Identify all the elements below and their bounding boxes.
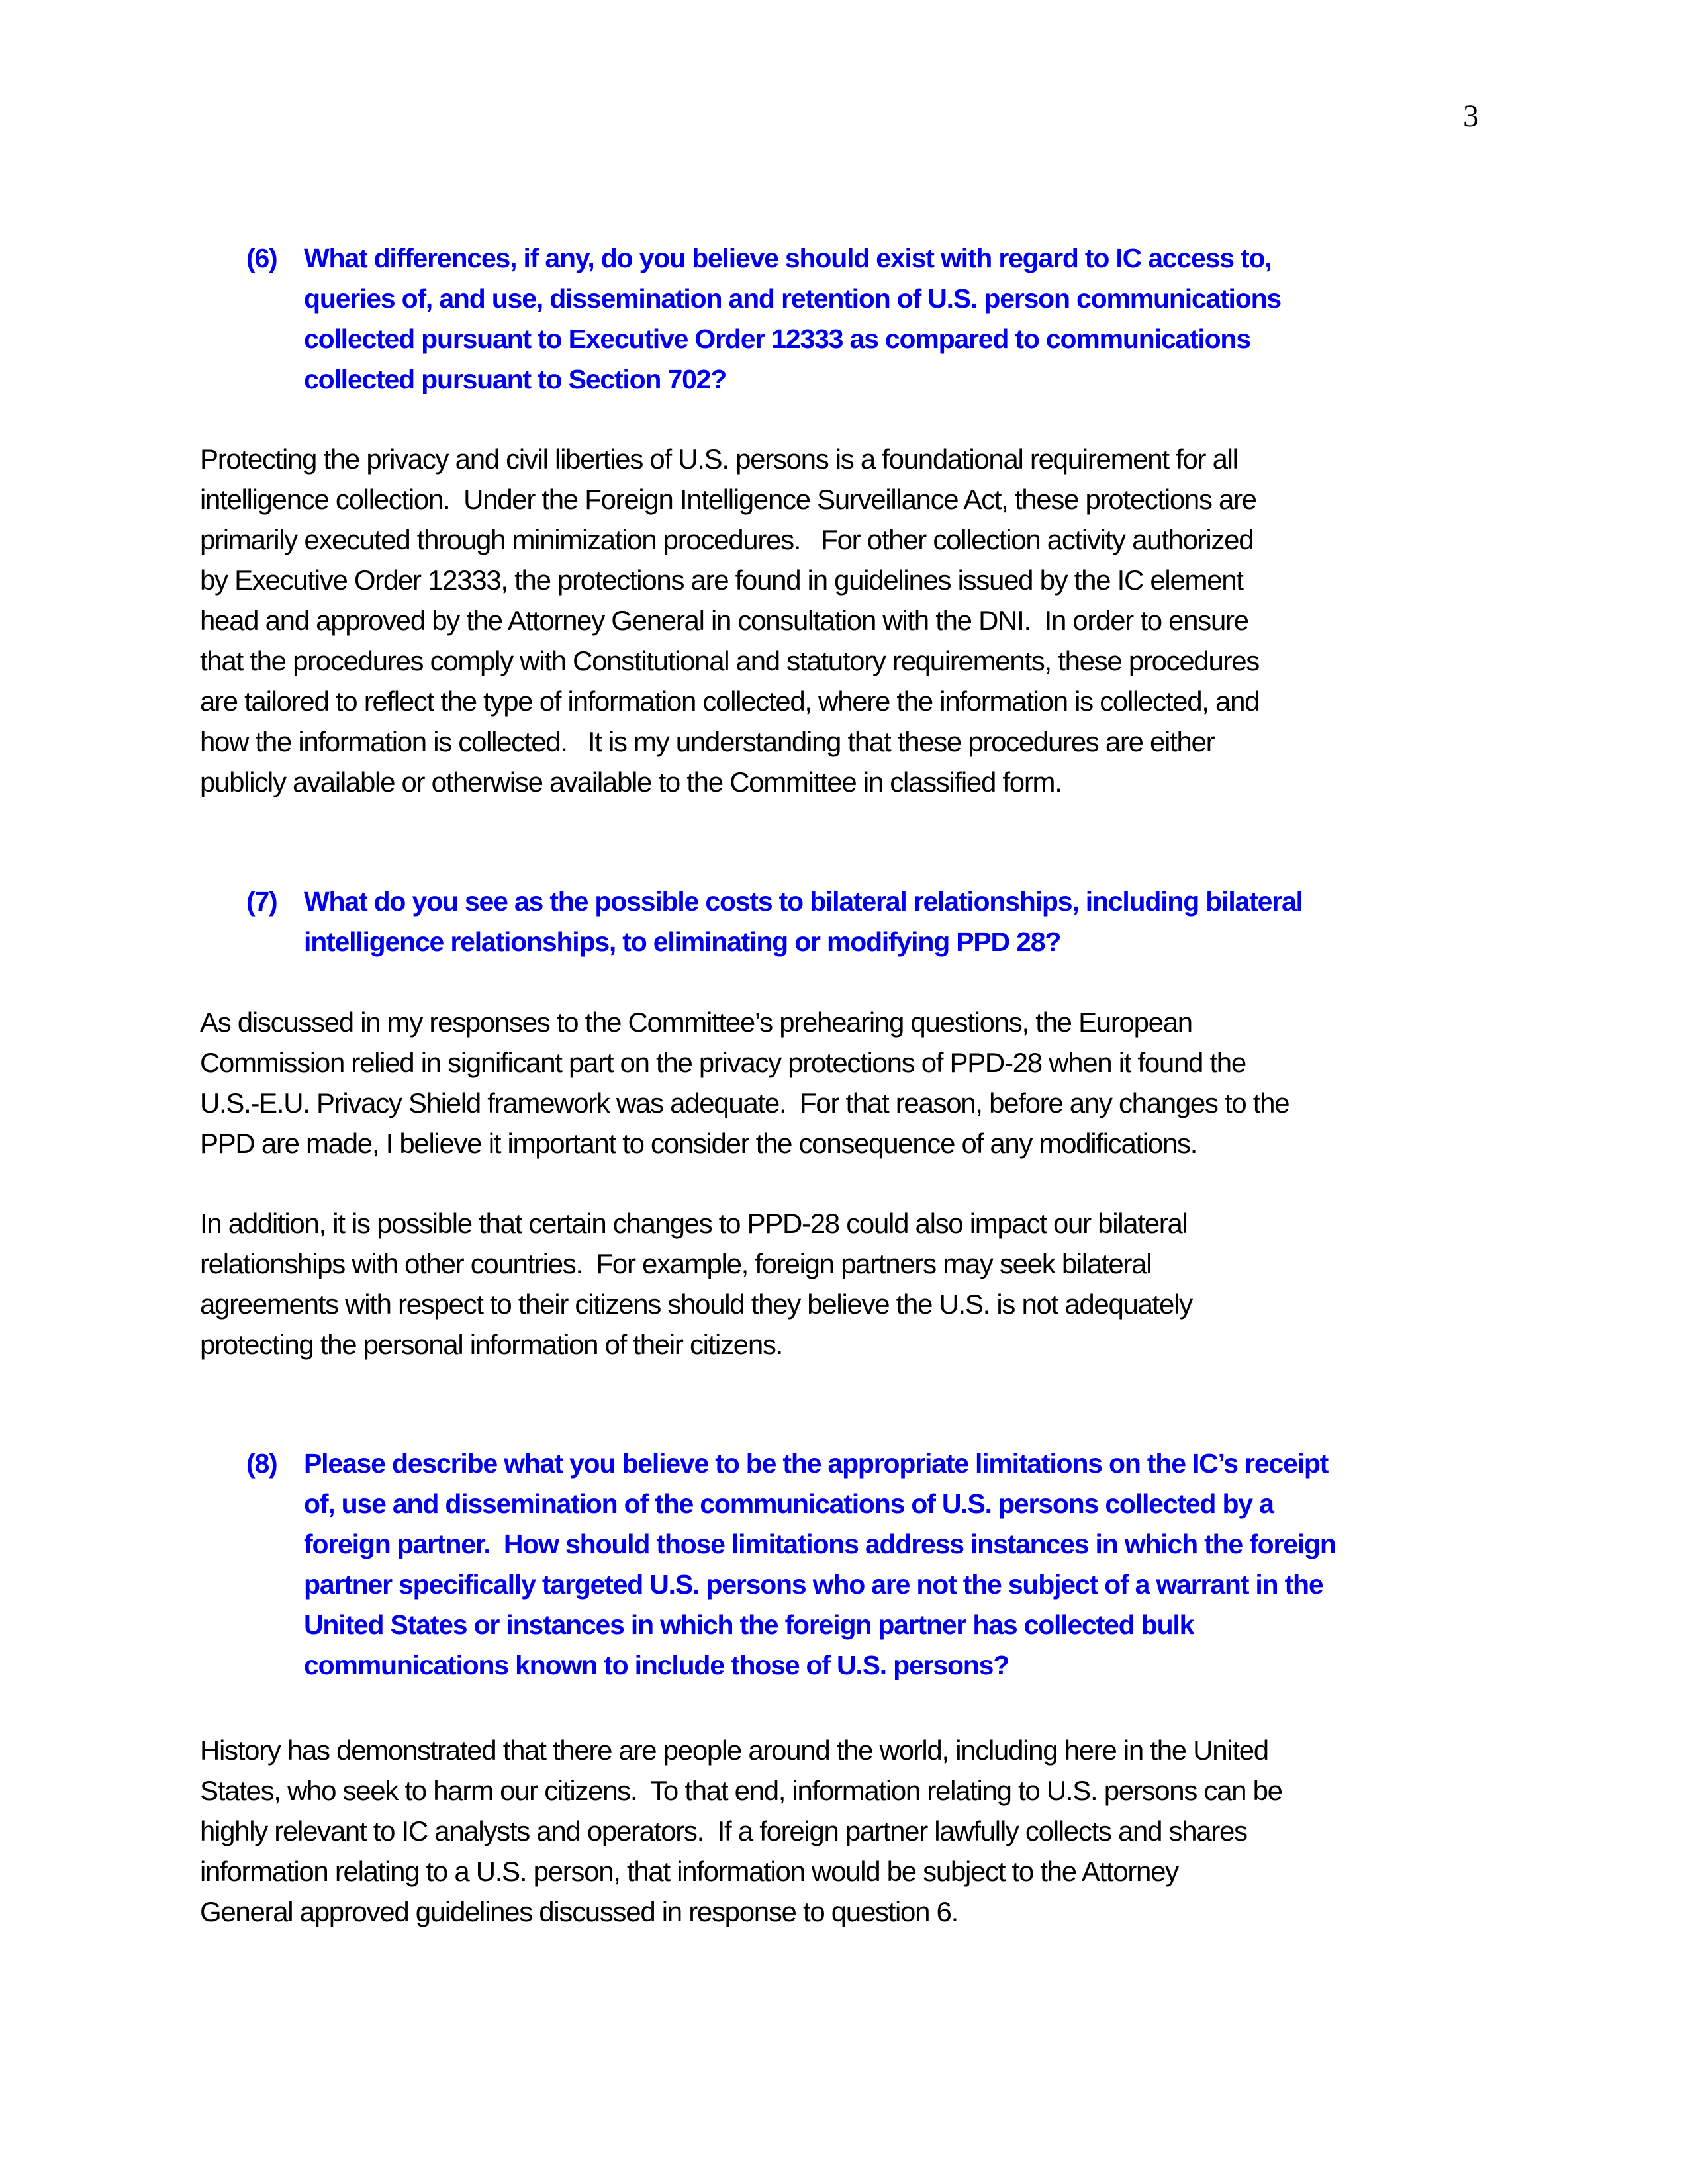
page-number: 3 (1463, 99, 1479, 134)
answer-line: primarily executed through minimization procedures. For other collection activity authorized (200, 524, 1254, 555)
question-line: communications known to include those of U.S. persons? (304, 1650, 1009, 1680)
question-6 (246, 238, 1504, 400)
answer-line: highly relevant to IC analysts and operators. If a foreign partner lawfully collects and shares (200, 1815, 1247, 1846)
answer-line: that the procedures comply with Constitutional and statutory requirements, these procedures (200, 645, 1259, 676)
question-line: foreign partner. How should those limitations address instances in which the foreign (304, 1529, 1336, 1559)
question-line: United States or instances in which the foreign partner has collected bulk (304, 1610, 1194, 1640)
answer-7-paragraph-2 (200, 1203, 1497, 1365)
answer-line: PPD are made, I believe it important to consider the consequence of any modifications. (200, 1128, 1197, 1159)
answer-line: intelligence collection. Under the Foreign Intelligence Surveillance Act, these protections are (200, 484, 1256, 515)
answer-line: As discussed in my responses to the Committee’s prehearing questions, the European (200, 1007, 1192, 1038)
question-line: collected pursuant to Executive Order 12333 as compared to communications (304, 324, 1250, 354)
answer-8 (200, 1730, 1497, 1932)
answer-line: are tailored to reflect the type of information collected, where the information is collected, and (200, 686, 1260, 717)
question-7 (246, 882, 1504, 962)
question-line: collected pursuant to Section 702? (304, 364, 727, 394)
answer-6 (200, 439, 1497, 802)
answer-line: information relating to a U.S. person, that information would be subject to the Attorney (200, 1856, 1178, 1887)
answer-line: by Executive Order 12333, the protections are found in guidelines issued by the IC element (200, 565, 1243, 596)
question-line: Please describe what you believe to be the appropriate limitations on the IC’s receipt (304, 1448, 1329, 1479)
question-line: intelligence relationships, to eliminating or modifying PPD 28? (304, 927, 1061, 957)
answer-line: head and approved by the Attorney General in consultation with the DNI. In order to ensure (200, 605, 1248, 636)
answer-line: Protecting the privacy and civil liberties of U.S. persons is a foundational requirement for all (200, 443, 1238, 475)
question-line: of, use and dissemination of the communications of U.S. persons collected by a (304, 1488, 1274, 1519)
answer-line: agreements with respect to their citizens should they believe the U.S. is not adequately (200, 1289, 1192, 1320)
answer-line: relationships with other countries. For example, foreign partners may seek bilateral (200, 1248, 1152, 1279)
answer-line: In addition, it is possible that certain changes to PPD-28 could also impact our bilateral (200, 1208, 1188, 1239)
question-line: queries of, and use, dissemination and retention of U.S. person communications (304, 283, 1282, 314)
answer-line: States, who seek to harm our citizens. To that end, information relating to U.S. persons can be (200, 1775, 1282, 1806)
answer-line: how the information is collected. It is my understanding that these procedures are either (200, 726, 1215, 757)
question-line: What do you see as the possible costs to bilateral relationships, including bilateral (304, 886, 1303, 917)
question-number: (7) (246, 886, 277, 917)
question-number: (6) (246, 243, 277, 273)
answer-line: Commission relied in significant part on the privacy protections of PPD-28 when it found the (200, 1047, 1246, 1078)
answer-line: General approved guidelines discussed in response to question 6. (200, 1896, 958, 1927)
question-line: partner specifically targeted U.S. persons who are not the subject of a warrant in the (304, 1569, 1323, 1600)
question-line: What differences, if any, do you believe should exist with regard to IC access to, (304, 243, 1272, 273)
answer-line: U.S.-E.U. Privacy Shield framework was adequate. For that reason, before any changes to the (200, 1087, 1289, 1118)
question-number: (8) (246, 1448, 277, 1479)
answer-line: publicly available or otherwise available to the Committee in classified form. (200, 766, 1062, 797)
answer-line: History has demonstrated that there are people around the world, including here in the United (200, 1735, 1268, 1766)
answer-line: protecting the personal information of their citizens. (200, 1329, 782, 1360)
answer-7-paragraph-1 (200, 1002, 1497, 1163)
question-8 (246, 1443, 1504, 1686)
